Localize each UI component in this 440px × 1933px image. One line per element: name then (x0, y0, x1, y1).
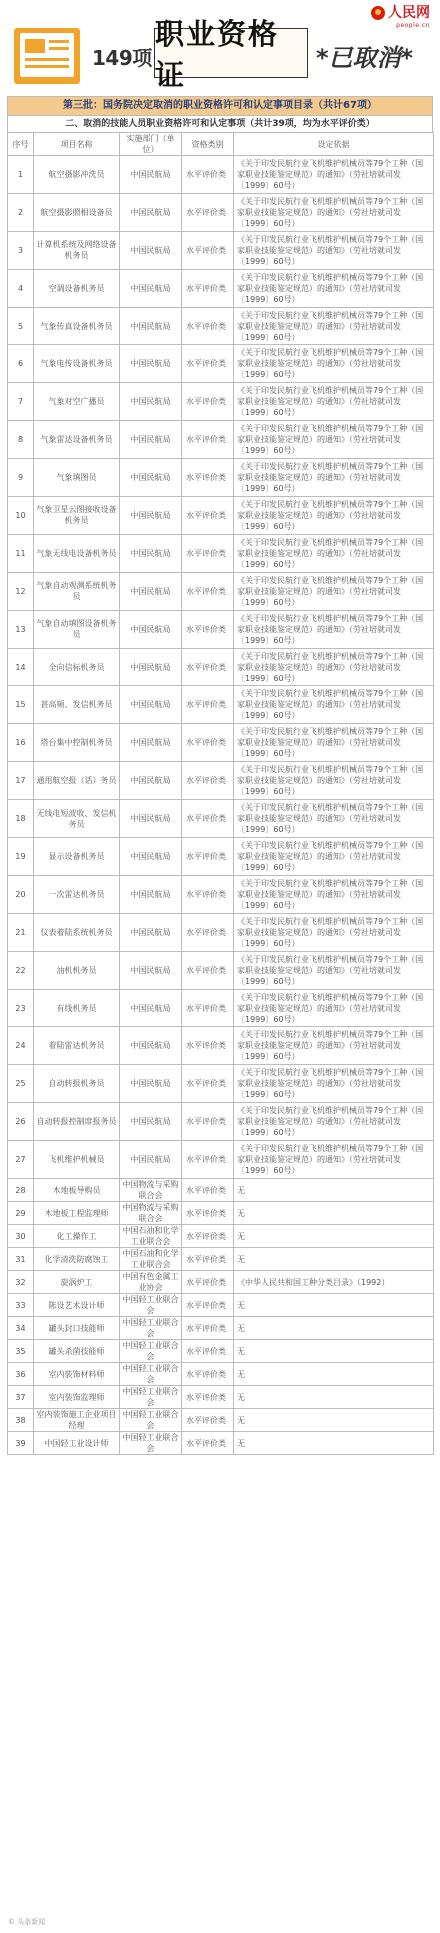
cell-type: 水平评价类 (182, 1179, 234, 1202)
cell-dept: 中国物流与采购联合会 (120, 1179, 182, 1202)
cell-name: 甚高频、发信机务员 (34, 686, 120, 724)
cell-dept: 中国轻工业联合会 (120, 1432, 182, 1455)
cell-no: 33 (8, 1294, 34, 1317)
cell-dept: 中国民航局 (120, 269, 182, 307)
cell-type: 水平评价类 (182, 762, 234, 800)
header-banner (0, 0, 440, 100)
cell-name: 室内装饰施工企业项目经理 (34, 1409, 120, 1432)
table-row (8, 951, 434, 989)
cell-no: 1 (8, 156, 34, 194)
table-row (8, 838, 434, 876)
table-row (8, 269, 434, 307)
table-row (8, 1103, 434, 1141)
cell-basis: 无 (234, 1317, 434, 1340)
table-row (8, 989, 434, 1027)
table-row (8, 1386, 434, 1409)
cell-name: 自动转报控制席报务员 (34, 1103, 120, 1141)
table-row (8, 1340, 434, 1363)
cell-name: 通用航空报（话）务员 (34, 762, 120, 800)
cell-dept: 中国轻工业联合会 (120, 1294, 182, 1317)
cell-name: 空调设备机务员 (34, 269, 120, 307)
cell-dept: 中国民航局 (120, 459, 182, 497)
table-title: 第三批：国务院决定取消的职业资格许可和认定事项目录（共计67项） (7, 96, 433, 115)
cell-basis: 《关于印发民航行业飞机维护机械员等79个工种（国家职业技能鉴定规范）的通知》（劳社培就司发〔1999〕60号） (234, 497, 434, 535)
cell-type: 水平评价类 (182, 383, 234, 421)
cell-name: 木地板工程监理师 (34, 1202, 120, 1225)
cell-type: 水平评价类 (182, 1294, 234, 1317)
table-row (8, 800, 434, 838)
cell-no: 36 (8, 1363, 34, 1386)
cell-basis: 无 (234, 1340, 434, 1363)
cell-type: 水平评价类 (182, 1065, 234, 1103)
cell-dept: 中国民航局 (120, 724, 182, 762)
table-row (8, 610, 434, 648)
cell-no: 26 (8, 1103, 34, 1141)
cell-type: 水平评价类 (182, 497, 234, 535)
cell-type: 水平评价类 (182, 610, 234, 648)
cell-no: 23 (8, 989, 34, 1027)
cell-dept: 中国轻工业联合会 (120, 1340, 182, 1363)
table-row (8, 156, 434, 194)
cell-no: 13 (8, 610, 34, 648)
cell-type: 水平评价类 (182, 459, 234, 497)
item-count-label: 149项 (92, 46, 152, 70)
cancelled-label: *已取消* (316, 44, 414, 72)
cell-name: 室内装饰监理师 (34, 1386, 120, 1409)
cell-no: 18 (8, 800, 34, 838)
table-row (8, 497, 434, 535)
cell-basis: 《关于印发民航行业飞机维护机械员等79个工种（国家职业技能鉴定规范）的通知》（劳社培就司发〔1999〕60号） (234, 762, 434, 800)
cell-type: 水平评价类 (182, 1340, 234, 1363)
title-box (154, 17, 308, 92)
cell-dept: 中国民航局 (120, 838, 182, 876)
cell-dept: 中国石油和化学工业联合会 (120, 1225, 182, 1248)
cell-type: 水平评价类 (182, 193, 234, 231)
cell-dept: 中国民航局 (120, 1065, 182, 1103)
logo-subtext: people.cn (396, 22, 430, 29)
cell-no: 32 (8, 1271, 34, 1294)
cell-no: 24 (8, 1027, 34, 1065)
cell-type: 水平评价类 (182, 1027, 234, 1065)
cell-name: 木地板导购员 (34, 1179, 120, 1202)
cell-type: 水平评价类 (182, 724, 234, 762)
cell-dept: 中国轻工业联合会 (120, 1386, 182, 1409)
cell-name: 飞机维护机械员 (34, 1141, 120, 1179)
cell-dept: 中国有色金属工业协会 (120, 1271, 182, 1294)
cell-basis: 《关于印发民航行业飞机维护机械员等79个工种（国家职业技能鉴定规范）的通知》（劳社培就司发〔1999〕60号） (234, 610, 434, 648)
cell-type: 水平评价类 (182, 1141, 234, 1179)
people-cn-logo[interactable] (371, 5, 430, 29)
table-row (8, 913, 434, 951)
table-row (8, 1179, 434, 1202)
cell-name: 气象填图员 (34, 459, 120, 497)
cell-dept: 中国轻工业联合会 (120, 1317, 182, 1340)
table-row (8, 1294, 434, 1317)
cell-basis: 《关于印发民航行业飞机维护机械员等79个工种（国家职业技能鉴定规范）的通知》（劳社培就司发〔1999〕60号） (234, 800, 434, 838)
cell-name: 气象电传设备机务员 (34, 345, 120, 383)
cell-basis: 《关于印发民航行业飞机维护机械员等79个工种（国家职业技能鉴定规范）的通知》（劳社培就司发〔1999〕60号） (234, 913, 434, 951)
cell-dept: 中国民航局 (120, 534, 182, 572)
cell-name: 气象雷达设备机务员 (34, 421, 120, 459)
table-row (8, 1363, 434, 1386)
table-row (8, 193, 434, 231)
cell-basis: 《关于印发民航行业飞机维护机械员等79个工种（国家职业技能鉴定规范）的通知》（劳社培就司发〔1999〕60号） (234, 572, 434, 610)
table-row (8, 686, 434, 724)
table-row (8, 231, 434, 269)
cell-dept: 中国民航局 (120, 1141, 182, 1179)
cell-no: 39 (8, 1432, 34, 1455)
cell-type: 水平评价类 (182, 913, 234, 951)
cell-name: 油机机务员 (34, 951, 120, 989)
cell-type: 水平评价类 (182, 1409, 234, 1432)
cell-basis: 无 (234, 1179, 434, 1202)
cell-basis: 《关于印发民航行业飞机维护机械员等79个工种（国家职业技能鉴定规范）的通知》（劳社培就司发〔1999〕60号） (234, 383, 434, 421)
cell-name: 计算机系统及网络设备机务员 (34, 231, 120, 269)
table-row (8, 307, 434, 345)
cell-dept: 中国轻工业联合会 (120, 1409, 182, 1432)
cell-type: 水平评价类 (182, 231, 234, 269)
cell-dept: 中国民航局 (120, 1103, 182, 1141)
cell-name: 罐头杀菌技能师 (34, 1340, 120, 1363)
cell-name: 一次雷达机务员 (34, 875, 120, 913)
cell-dept: 中国轻工业联合会 (120, 1363, 182, 1386)
cell-basis: 无 (234, 1363, 434, 1386)
cell-no: 9 (8, 459, 34, 497)
cell-no: 25 (8, 1065, 34, 1103)
cell-basis: 《关于印发民航行业飞机维护机械员等79个工种（国家职业技能鉴定规范）的通知》（劳社培就司发〔1999〕60号） (234, 875, 434, 913)
cell-no: 16 (8, 724, 34, 762)
table-row (8, 1065, 434, 1103)
cell-basis: 《关于印发民航行业飞机维护机械员等79个工种（国家职业技能鉴定规范）的通知》（劳社培就司发〔1999〕60号） (234, 1027, 434, 1065)
cell-basis: 《关于印发民航行业飞机维护机械员等79个工种（国家职业技能鉴定规范）的通知》（劳社培就司发〔1999〕60号） (234, 1103, 434, 1141)
cell-basis: 《关于印发民航行业飞机维护机械员等79个工种（国家职业技能鉴定规范）的通知》（劳社培就司发〔1999〕60号） (234, 1065, 434, 1103)
cell-dept: 中国民航局 (120, 307, 182, 345)
cell-name: 罐头封口技能师 (34, 1317, 120, 1340)
column-header-type: 资格类别 (182, 133, 234, 156)
cell-basis: 《关于印发民航行业飞机维护机械员等79个工种（国家职业技能鉴定规范）的通知》（劳社培就司发〔1999〕60号） (234, 156, 434, 194)
cell-no: 27 (8, 1141, 34, 1179)
cell-type: 水平评价类 (182, 686, 234, 724)
cell-type: 水平评价类 (182, 800, 234, 838)
cell-basis: 《关于印发民航行业飞机维护机械员等79个工种（国家职业技能鉴定规范）的通知》（劳社培就司发〔1999〕60号） (234, 724, 434, 762)
cell-dept: 中国民航局 (120, 345, 182, 383)
cell-basis: 《关于印发民航行业飞机维护机械员等79个工种（国家职业技能鉴定规范）的通知》（劳社培就司发〔1999〕60号） (234, 193, 434, 231)
cell-dept: 中国民航局 (120, 762, 182, 800)
cell-basis: 无 (234, 1225, 434, 1248)
cell-name: 塔台集中控制机务员 (34, 724, 120, 762)
cell-type: 水平评价类 (182, 1432, 234, 1455)
cell-type: 水平评价类 (182, 989, 234, 1027)
cell-basis: 《关于印发民航行业飞机维护机械员等79个工种（国家职业技能鉴定规范）的通知》（劳社培就司发〔1999〕60号） (234, 459, 434, 497)
qualification-table-section (7, 96, 433, 1455)
cell-type: 水平评价类 (182, 1363, 234, 1386)
table-row (8, 724, 434, 762)
cell-type: 水平评价类 (182, 1386, 234, 1409)
qualification-table (7, 132, 434, 1455)
cell-dept: 中国民航局 (120, 989, 182, 1027)
watermark: © 头条新闻 (8, 1918, 46, 1926)
cell-dept: 中国民航局 (120, 800, 182, 838)
cell-dept: 中国民航局 (120, 951, 182, 989)
cell-no: 12 (8, 572, 34, 610)
table-header-row (8, 133, 434, 156)
table-row (8, 1432, 434, 1455)
cell-no: 38 (8, 1409, 34, 1432)
cell-name: 旋涡炉工 (34, 1271, 120, 1294)
cell-basis: 无 (234, 1294, 434, 1317)
cell-no: 10 (8, 497, 34, 535)
cell-basis: 《关于印发民航行业飞机维护机械员等79个工种（国家职业技能鉴定规范）的通知》（劳社培就司发〔1999〕60号） (234, 1141, 434, 1179)
cell-basis: 《关于印发民航行业飞机维护机械员等79个工种（国家职业技能鉴定规范）的通知》（劳社培就司发〔1999〕60号） (234, 269, 434, 307)
cell-name: 全向信标机务员 (34, 648, 120, 686)
table-row (8, 1271, 434, 1294)
cell-no: 35 (8, 1340, 34, 1363)
cell-no: 37 (8, 1386, 34, 1409)
table-row (8, 1141, 434, 1179)
cell-dept: 中国民航局 (120, 572, 182, 610)
cell-basis: 无 (234, 1409, 434, 1432)
cell-name: 中国轻工业设计师 (34, 1432, 120, 1455)
table-row (8, 345, 434, 383)
cell-basis: 无 (234, 1386, 434, 1409)
cell-no: 28 (8, 1179, 34, 1202)
cell-no: 34 (8, 1317, 34, 1340)
table-row (8, 1225, 434, 1248)
cell-name: 陈设艺术设计师 (34, 1294, 120, 1317)
cell-type: 水平评价类 (182, 1225, 234, 1248)
cell-type: 水平评价类 (182, 307, 234, 345)
table-subtitle: 二、取消的技能人员职业资格许可和认定事项（共计39项，均为水平评价类） (7, 115, 433, 132)
cell-type: 水平评价类 (182, 1103, 234, 1141)
newspaper-icon (14, 28, 80, 84)
cell-dept: 中国民航局 (120, 497, 182, 535)
cell-no: 20 (8, 875, 34, 913)
table-row (8, 762, 434, 800)
cell-type: 水平评价类 (182, 534, 234, 572)
table-row (8, 1248, 434, 1271)
cell-dept: 中国民航局 (120, 421, 182, 459)
cell-no: 11 (8, 534, 34, 572)
cell-type: 水平评价类 (182, 345, 234, 383)
cell-name: 仪表着陆系统机务员 (34, 913, 120, 951)
cell-no: 14 (8, 648, 34, 686)
cell-no: 17 (8, 762, 34, 800)
column-header-no: 序号 (8, 133, 34, 156)
cell-name: 化工操作工 (34, 1225, 120, 1248)
cell-type: 水平评价类 (182, 1317, 234, 1340)
cell-no: 3 (8, 231, 34, 269)
cell-no: 22 (8, 951, 34, 989)
table-row (8, 534, 434, 572)
cell-no: 8 (8, 421, 34, 459)
cell-dept: 中国民航局 (120, 1027, 182, 1065)
cell-type: 水平评价类 (182, 1271, 234, 1294)
cell-dept: 中国民航局 (120, 648, 182, 686)
cell-no: 31 (8, 1248, 34, 1271)
cell-dept: 中国民航局 (120, 686, 182, 724)
cell-type: 水平评价类 (182, 951, 234, 989)
cell-type: 水平评价类 (182, 1202, 234, 1225)
cell-type: 水平评价类 (182, 269, 234, 307)
cell-name: 气象对空广播员 (34, 383, 120, 421)
logo-text: 人民网 (388, 5, 430, 21)
cell-name: 气象无线电设备机务员 (34, 534, 120, 572)
cell-name: 航空摄影冲洗员 (34, 156, 120, 194)
cell-dept: 中国民航局 (120, 156, 182, 194)
cell-basis: 《关于印发民航行业飞机维护机械员等79个工种（国家职业技能鉴定规范）的通知》（劳社培就司发〔1999〕60号） (234, 231, 434, 269)
cell-dept: 中国民航局 (120, 193, 182, 231)
table-row (8, 459, 434, 497)
cell-basis: 无 (234, 1202, 434, 1225)
table-row (8, 383, 434, 421)
cell-dept: 中国石油和化学工业联合会 (120, 1248, 182, 1271)
cell-dept: 中国物流与采购联合会 (120, 1202, 182, 1225)
cell-no: 19 (8, 838, 34, 876)
cell-basis: 无 (234, 1248, 434, 1271)
cell-no: 6 (8, 345, 34, 383)
cell-dept: 中国民航局 (120, 913, 182, 951)
cell-name: 航空摄影照相设备员 (34, 193, 120, 231)
cell-name: 自动转报机务员 (34, 1065, 120, 1103)
cell-basis: 《中华人民共和国工种分类目录》（1992） (234, 1271, 434, 1294)
cell-basis: 《关于印发民航行业飞机维护机械员等79个工种（国家职业技能鉴定规范）的通知》（劳社培就司发〔1999〕60号） (234, 307, 434, 345)
table-row (8, 421, 434, 459)
table-row (8, 1317, 434, 1340)
cell-basis: 无 (234, 1432, 434, 1455)
cell-no: 5 (8, 307, 34, 345)
people-cn-logo-icon (371, 6, 385, 20)
cell-basis: 《关于印发民航行业飞机维护机械员等79个工种（国家职业技能鉴定规范）的通知》（劳社培就司发〔1999〕60号） (234, 648, 434, 686)
cell-type: 水平评价类 (182, 648, 234, 686)
cell-dept: 中国民航局 (120, 231, 182, 269)
cell-no: 21 (8, 913, 34, 951)
cell-name: 气象自动观测系统机务员 (34, 572, 120, 610)
cell-no: 15 (8, 686, 34, 724)
cell-type: 水平评价类 (182, 572, 234, 610)
cell-dept: 中国民航局 (120, 875, 182, 913)
table-row (8, 1027, 434, 1065)
cell-basis: 《关于印发民航行业飞机维护机械员等79个工种（国家职业技能鉴定规范）的通知》（劳社培就司发〔1999〕60号） (234, 951, 434, 989)
table-row (8, 875, 434, 913)
cell-name: 气象传真设备机务员 (34, 307, 120, 345)
cell-no: 29 (8, 1202, 34, 1225)
cell-type: 水平评价类 (182, 838, 234, 876)
cell-type: 水平评价类 (182, 1248, 234, 1271)
table-row (8, 1409, 434, 1432)
cell-name: 气象卫星云图接收设备机务员 (34, 497, 120, 535)
cell-basis: 《关于印发民航行业飞机维护机械员等79个工种（国家职业技能鉴定规范）的通知》（劳社培就司发〔1999〕60号） (234, 838, 434, 876)
cell-name: 气象自动填图设备机务员 (34, 610, 120, 648)
cell-type: 水平评价类 (182, 875, 234, 913)
column-header-name: 项目名称 (34, 133, 120, 156)
cell-dept: 中国民航局 (120, 383, 182, 421)
cell-name: 室内装饰材料师 (34, 1363, 120, 1386)
cell-no: 30 (8, 1225, 34, 1248)
cell-no: 2 (8, 193, 34, 231)
cell-name: 着陆雷达机务员 (34, 1027, 120, 1065)
table-body (8, 156, 434, 1455)
cell-name: 显示设备机务员 (34, 838, 120, 876)
cell-no: 7 (8, 383, 34, 421)
cell-basis: 《关于印发民航行业飞机维护机械员等79个工种（国家职业技能鉴定规范）的通知》（劳社培就司发〔1999〕60号） (234, 989, 434, 1027)
page-title: 职业资格证 (155, 17, 280, 92)
cell-type: 水平评价类 (182, 421, 234, 459)
column-header-basis: 设定依据 (234, 133, 434, 156)
table-row (8, 1202, 434, 1225)
cell-name: 化学清洗防腐蚀工 (34, 1248, 120, 1271)
cell-basis: 《关于印发民航行业飞机维护机械员等79个工种（国家职业技能鉴定规范）的通知》（劳社培就司发〔1999〕60号） (234, 345, 434, 383)
column-header-dept: 实施部门（单位） (120, 133, 182, 156)
cell-type: 水平评价类 (182, 156, 234, 194)
cell-name: 有线机务员 (34, 989, 120, 1027)
table-row (8, 648, 434, 686)
cell-no: 4 (8, 269, 34, 307)
cell-dept: 中国民航局 (120, 610, 182, 648)
cell-basis: 《关于印发民航行业飞机维护机械员等79个工种（国家职业技能鉴定规范）的通知》（劳社培就司发〔1999〕60号） (234, 421, 434, 459)
cell-basis: 《关于印发民航行业飞机维护机械员等79个工种（国家职业技能鉴定规范）的通知》（劳社培就司发〔1999〕60号） (234, 534, 434, 572)
cell-basis: 《关于印发民航行业飞机维护机械员等79个工种（国家职业技能鉴定规范）的通知》（劳社培就司发〔1999〕60号） (234, 686, 434, 724)
cell-name: 无线电短波收、发信机务员 (34, 800, 120, 838)
table-row (8, 572, 434, 610)
